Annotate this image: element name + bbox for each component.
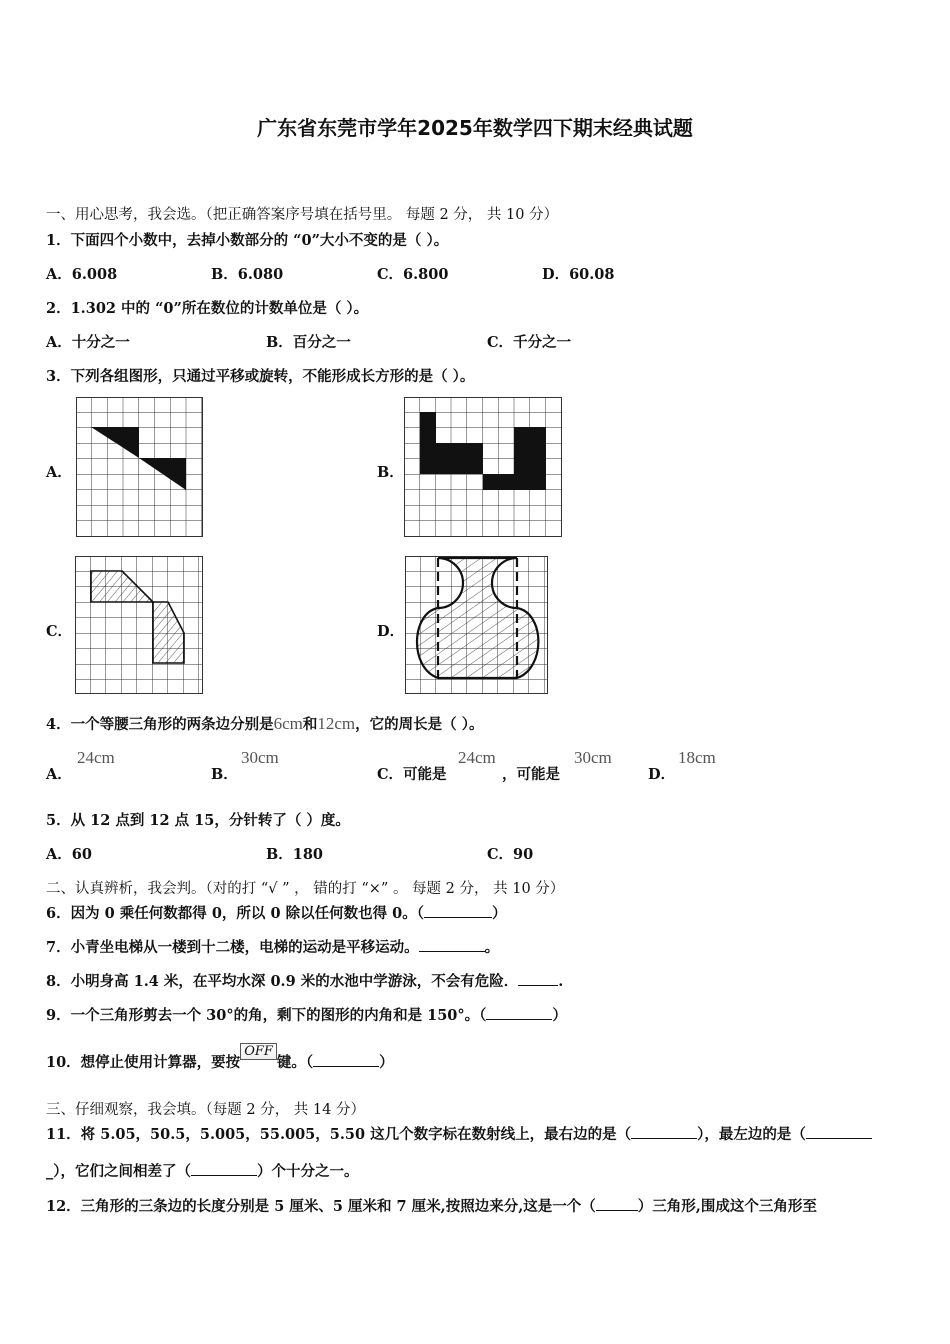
page-title: 广东省东莞市学年2025年数学四下期末经典试题 (257, 116, 693, 140)
q10-answer-blank[interactable] (313, 1054, 379, 1067)
q12-text-end: ）三角形,围成这个三角形至 (637, 1198, 817, 1215)
q3-figure-a (76, 397, 203, 537)
question-1: 1．下面四个小数中，去掉小数部分的 “0”大小不变的是（ ）。 (46, 232, 449, 249)
q5-option-a[interactable]: A．60 (46, 846, 92, 863)
q3-figure-b (404, 397, 562, 537)
section-3-heading: 三、仔细观察，我会填。（每题 2 分， 共 14 分） (46, 1102, 365, 1118)
q4-option-c-value-1: 24cm (458, 748, 496, 767)
q1-option-d[interactable]: D．60.08 (542, 266, 615, 283)
q1-option-c[interactable]: C．6.800 (377, 266, 449, 283)
q4-option-c-mid: ，可能是 (502, 766, 560, 783)
q3-option-d-label[interactable]: D． (377, 623, 405, 640)
q4-option-c[interactable]: C．可能是 (377, 766, 447, 783)
q4-option-d[interactable]: D． (648, 766, 676, 783)
q4-text-pre: 4．一个等腰三角形的两条边分别是 (46, 716, 274, 733)
question-6 (46, 902, 506, 923)
q4-option-b-value: 30cm (241, 748, 279, 767)
question-3: 3．下列各组图形，只通过平移或旋转，不能形成长方形的是（ ）。 (46, 368, 475, 385)
q12-text: 12．三角形的三条边的长度分别是 5 厘米、5 厘米和 7 厘米,按照边来分,这是一个（ (46, 1198, 596, 1215)
q11-rightmost-blank[interactable] (631, 1126, 697, 1139)
q4-option-b[interactable]: B． (211, 766, 238, 783)
q3-option-b-label[interactable]: B． (377, 464, 404, 481)
section-1-heading: 一、用心思考，我会选。（把正确答案序号填在括号里。 每题 2 分， 共 10 分） (46, 207, 559, 223)
q8-answer-blank[interactable] (518, 973, 558, 986)
q6-answer-blank[interactable] (424, 905, 492, 918)
q11-leftmost-blank[interactable] (806, 1126, 872, 1139)
q1-option-a[interactable]: A．6.008 (46, 266, 118, 283)
q11-line2-text: _），它们之间相差了（ (46, 1163, 191, 1180)
question-8 (46, 970, 563, 991)
q6-text: 6．因为 0 乘任何数都得 0，所以 0 除以任何数也得 0。（ (46, 905, 424, 922)
q4-option-d-value: 18cm (678, 748, 716, 767)
q10-text-end: ） (379, 1054, 394, 1071)
question-11-line-1 (46, 1123, 872, 1144)
q7-answer-blank[interactable] (419, 939, 485, 952)
question-12 (46, 1195, 817, 1216)
q8-text: 8．小明身高 1.4 米，在平均水深 0.9 米的水池中学游泳，不会有危险． (46, 973, 519, 990)
section-2-heading: 二、认真辨析，我会判。（对的打 “√ ” ， 错的打 “×” 。 每题 2 分， 共 10 分） (46, 881, 565, 897)
q2-option-a[interactable]: A．十分之一 (46, 334, 130, 351)
question-5: 5．从 12 点到 12 点 15，分针转了（ ）度。 (46, 812, 350, 829)
q12-answer-blank[interactable] (596, 1198, 638, 1211)
q8-text-end: . (558, 973, 564, 990)
q11-text: 11．将 5.05，50.5，5.005，55.005，5.50 这几个数字标在数射线上，最右边的是（ (46, 1126, 632, 1143)
q4-option-a-value: 24cm (77, 748, 115, 767)
question-11-line-2 (46, 1160, 359, 1181)
q7-text: 7．小青坐电梯从一楼到十二楼，电梯的运动是平移运动。 (46, 939, 419, 956)
q1-option-b[interactable]: B．6.080 (211, 266, 284, 283)
q5-option-b[interactable]: B．180 (266, 846, 324, 863)
q4-option-c-value-2: 30cm (574, 748, 612, 767)
q4-option-a[interactable]: A． (46, 766, 72, 783)
off-key-icon: OFF (240, 1043, 277, 1060)
q2-option-c[interactable]: C．千分之一 (487, 334, 572, 351)
q3-figure-c (75, 556, 203, 694)
question-10 (46, 1044, 394, 1072)
q4-side-1: 6cm (273, 714, 303, 733)
q5-option-c[interactable]: C．90 (487, 846, 534, 863)
q3-option-c-label[interactable]: C． (46, 623, 73, 640)
q11-difference-blank[interactable] (191, 1163, 257, 1176)
question-4 (46, 713, 483, 734)
q10-text: 10．想停止使用计算器，要按 (46, 1054, 241, 1071)
q7-text-end: 。 (484, 939, 500, 956)
q9-answer-blank[interactable] (486, 1007, 552, 1020)
q9-text-end: ） (552, 1007, 567, 1024)
q9-text: 9．一个三角形剪去一个 30°的角，剩下的图形的内角和是 150°。（ (46, 1007, 487, 1024)
question-7 (46, 936, 499, 957)
q3-option-a-label[interactable]: A． (46, 464, 72, 481)
q4-text-post: ，它的周长是（ ）。 (355, 716, 484, 733)
q2-option-b[interactable]: B．百分之一 (266, 334, 351, 351)
q11-line2-end: ）个十分之一。 (257, 1163, 359, 1180)
q4-text-mid: 和 (302, 716, 318, 733)
q11-text-mid: ），最左边的是（ (697, 1126, 806, 1143)
q10-text-mid: 键。（ (276, 1054, 314, 1071)
q3-figure-d (405, 556, 548, 694)
q4-side-2: 12cm (317, 714, 356, 733)
q6-text-end: ） (491, 905, 507, 922)
question-9 (46, 1004, 567, 1025)
question-2: 2．1.302 中的 “0”所在数位的计数单位是（ ）。 (46, 300, 369, 317)
